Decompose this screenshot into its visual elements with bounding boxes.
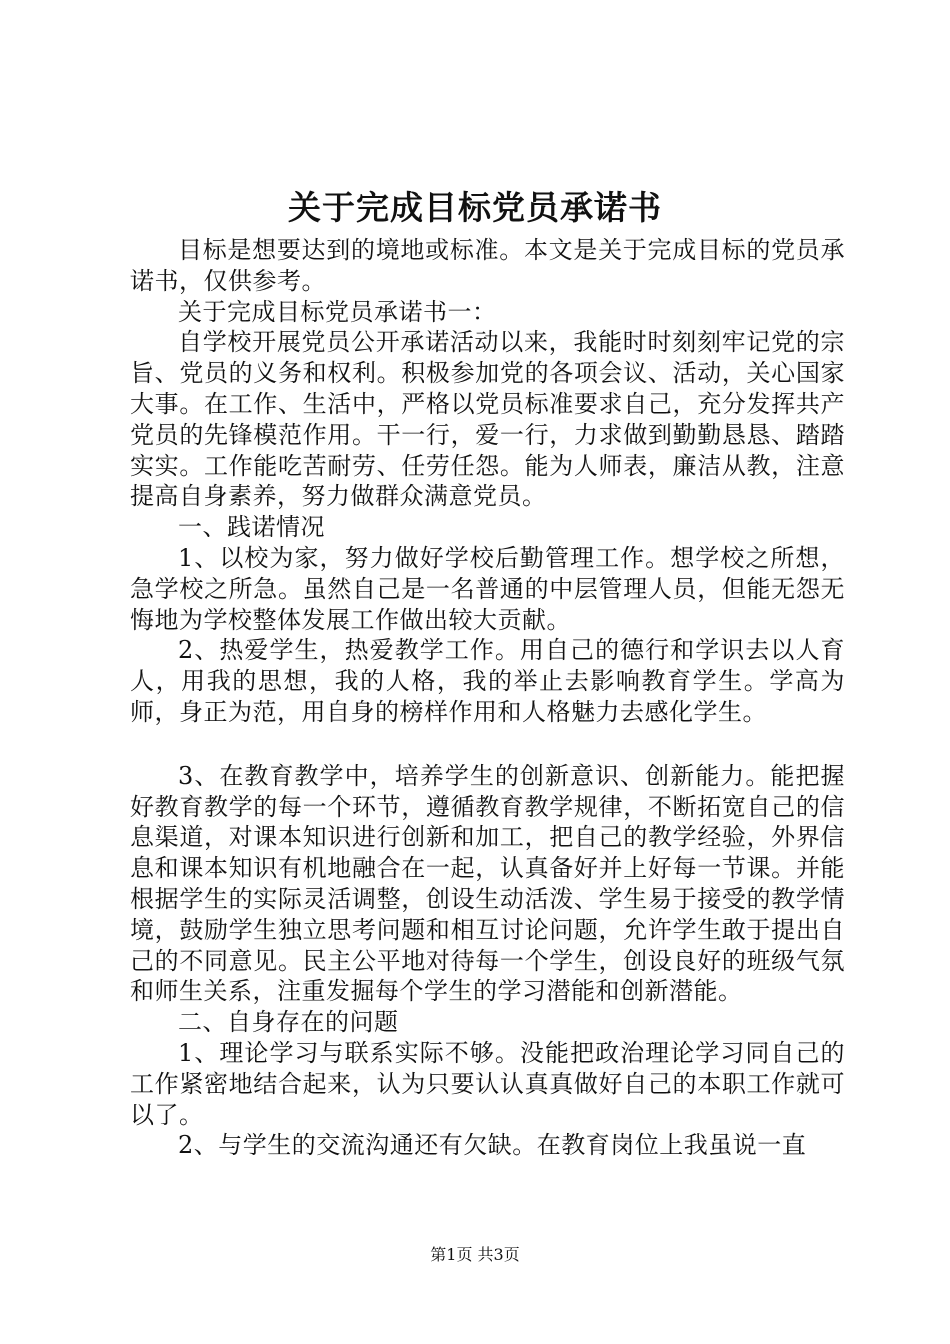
problem-item-2: 2、与学生的交流沟通还有欠缺。在教育岗位上我虽说一直 bbox=[178, 1131, 807, 1160]
intro-paragraph: 目标是想要达到的境地或标准。本文是关于完成目标的党员承诺书，仅供参考。 bbox=[130, 236, 845, 295]
fulfillment-item-2: 2、热爱学生，热爱教学工作。用自己的德行和学识去以人育人，用我的思想，我的人格，我的举止去影响教育学生。学高为师，身正为范，用自身的榜样作用和人格魅力去感化学生。 bbox=[130, 636, 845, 726]
fulfillment-item-1: 1、以校为家，努力做好学校后勤管理工作。想学校之所想，急学校之所急。虽然自己是一名普通的中层管理人员，但能无怨无悔地为学校整体发展工作做出较大贡献。 bbox=[130, 543, 845, 634]
pledge-overview-paragraph: 自学校开展党员公开承诺活动以来，我能时时刻刻牢记党的宗旨、党员的义务和权利。积极参加党的各项会议、活动，关心国家大事。在工作、生活中，严格以党员标准要求自己，充分发挥共产党员的先锋模范作用。干一行，爱一行，力求做到勤勤恳恳、踏踏实实。工作能吃苦耐劳、任劳任怨。能为人师表，廉洁从教，注意提高自身素养，努力做群众满意党员。 bbox=[130, 328, 845, 511]
paragraph-gap bbox=[130, 728, 845, 761]
document-title: 关于完成目标党员承诺书 bbox=[288, 188, 662, 227]
section-heading-pledge-one: 关于完成目标党员承诺书一： bbox=[178, 297, 497, 326]
document-body bbox=[130, 235, 845, 1161]
section-heading-fulfillment: 一、践诺情况 bbox=[178, 513, 325, 542]
fulfillment-item-3: 3、在教育教学中，培养学生的创新意识、创新能力。能把握好教育教学的每一个环节，遵循教育教学规律，不断拓宽自己的信息渠道，对课本知识进行创新和加工，把自己的教学经验，外界信息和课本知识有机地融合在一起，认真备好并上好每一节课。并能根据学生的实际灵活调整，创设生动活泼、学生易于接受的教学情境，鼓励学生独立思考问题和相互讨论问题，允许学生敢于提出自己的不同意见。民主公平地对待每一个学生，创设良好的班级气氛和师生关系，注重发掘每个学生的学习潜能和创新潜能。 bbox=[130, 761, 845, 1006]
section-heading-problems: 二、自身存在的问题 bbox=[178, 1008, 399, 1037]
page-number-footer: 第1页 共3页 bbox=[430, 1245, 520, 1264]
problem-item-1: 1、理论学习与联系实际不够。没能把政治理论学习同自己的工作紧密地结合起来，认为只要认认真真做好自己的本职工作就可以了。 bbox=[130, 1038, 845, 1129]
